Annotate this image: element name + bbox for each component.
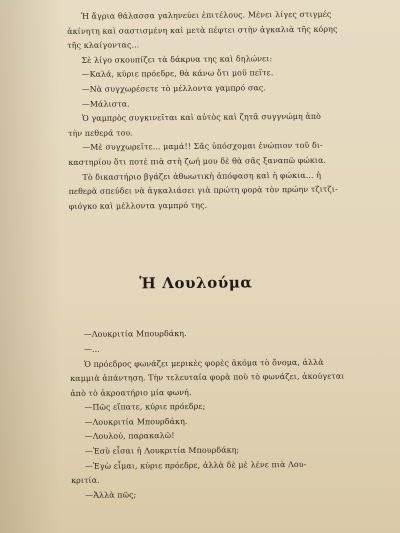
dialogue-line: —Ἀλλὰ πῶς; <box>85 490 137 500</box>
text-line: τὴν πεθερά του. <box>68 128 134 138</box>
text-line: πεθερὰ σπεύδει νὰ ἀγκαλιάσει γιὰ πρώτη φορὰ τὸν πρώην τζιτζι- <box>68 184 338 197</box>
text-line: κριτία. <box>71 475 100 486</box>
text-line: Ὁ γαμπρὸς συγκινεῖται καὶ αὐτὸς καὶ ζητᾶ συγγνώμη ἀπὸ <box>81 111 322 124</box>
text-line: ἀπὸ τὸ ἀκροατήριο μία φωνή. <box>70 387 192 398</box>
dialogue-line: —Ἐσὺ εἶσαι ἡ Λουκριτία Μπουρδάκη; <box>84 445 240 456</box>
dialogue-line: —Πῶς εἴπατε, κύριε πρόεδρε; <box>84 402 206 413</box>
text-line: ἀκίνητη καὶ σαστισμένη καὶ μετὰ πέφτει στὴν ἀγκαλιὰ τῆς κόρης <box>67 24 338 36</box>
chapter-title: Ἡ Λουλούμα <box>139 273 253 293</box>
dialogue-line: —Νὰ συγχωρέσετε τὸ μέλλοντα γαμπρό σας. <box>81 83 267 94</box>
dialogue-line: —Μάλιστα. <box>81 99 130 109</box>
text-line: καστηρίου ὅτι ποτὲ πιὰ στὴ ζωή μου δὲ θὰ σᾶς ξαναπῶ φώκια. <box>68 155 327 167</box>
text-line: φιόγκο καὶ μέλλοντα γαμπρό της. <box>68 200 208 211</box>
text-line: Τὸ δικαστήριο βγάζει ἀθωωτικὴ ἀπόφαση καὶ ἡ φώκια... ἡ <box>82 170 322 182</box>
dialogue-line: —Μὲ συγχωρεῖτε... μαμά!! Σᾶς ὑπόσχομαι ἐνώπιον τοῦ δι- <box>82 141 323 153</box>
dialogue-line: —Λουκριτία Μπουρδάκη. <box>84 416 188 427</box>
dialogue-line: —... <box>83 344 100 354</box>
dialogue-line: —Λουκριτία Μπουρδάκη. <box>83 329 187 340</box>
text-line: τῆς κλαίγοντας... <box>67 40 140 51</box>
text-line: Ὁ πρόεδρος φωνάζει μερικὲς φορὲς ἀκόμα τὸ ὄνομα, ἀλλὰ <box>84 357 324 369</box>
text-line: Ἡ ἄγρια θάλασσα γαληνεύει ἐπιτέλους. Μένει λίγες στιγμές <box>81 9 332 21</box>
text-line: Σὲ λίγο σκουπίζει τὰ δάκρυα της καὶ δηλώνει: <box>81 53 273 65</box>
dialogue-line: —Καλά, κύριε πρόεδρε, θὰ κάνω ὅτι μοῦ πεῖτε. <box>81 68 274 80</box>
dialogue-line: —Λουλού, παρακαλῶ! <box>84 431 175 442</box>
text-line: καμμιὰ ἀπάντηση. Τὴν τελευταία φορὰ ποὺ τὸ φωνάζει, ἀκούγεται <box>70 371 345 384</box>
page-text <box>67 7 386 503</box>
page-gutter-shadow <box>0 0 60 533</box>
dialogue-line: —Ἐγὼ εἶμαι, κύριε πρόεδρε, ἀλλὰ δὲ μὲ λένε πιὰ Λου- <box>84 459 307 471</box>
